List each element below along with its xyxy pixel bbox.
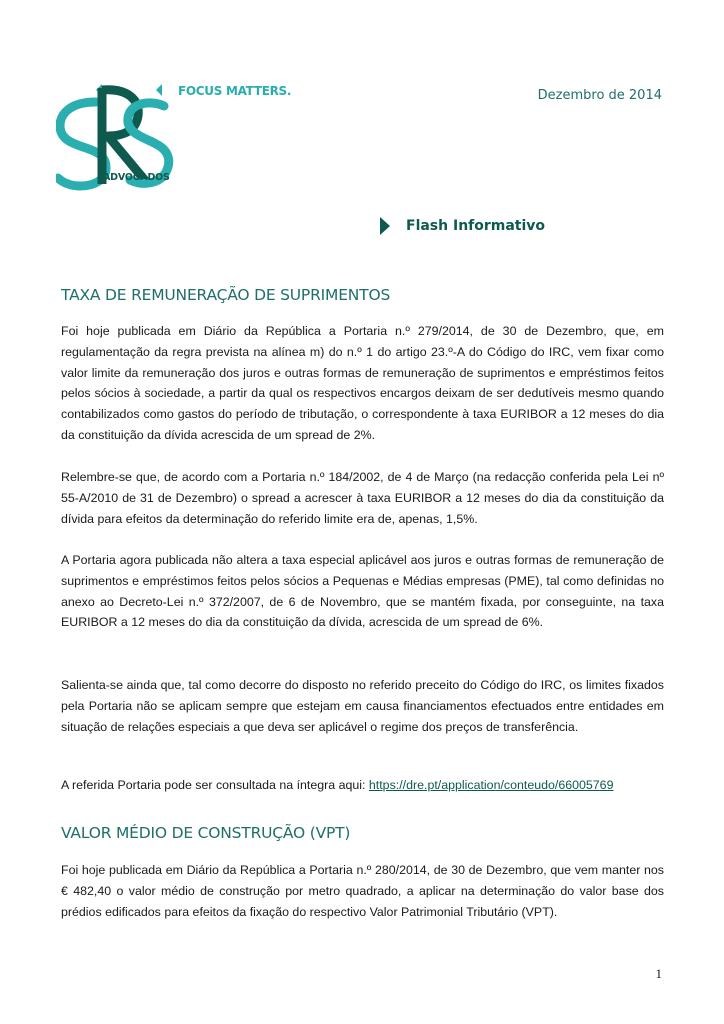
logo-firm-name: ADVOGADOS — [103, 172, 170, 183]
document-date: Dezembro de 2014 — [537, 88, 662, 103]
section-heading-vpt: VALOR MÉDIO DE CONSTRUÇÃO (VPT) — [61, 824, 351, 842]
paragraph-5: Foi hoje publicada em Diário da República a Portaria n.º 280/2014, de 30 de Dezembro, que vem manter nos € 482,40 o valor médio de construção por metro quadrado, a aplicar na determinação do valor base dos prédios edificados para efeitos da fixação do respectivo Valor Patrimonial Tributário (VPT). — [61, 863, 664, 919]
flash-header — [380, 217, 545, 235]
section-heading-suprimentos: TAXA DE REMUNERAÇÃO DE SUPRIMENTOS — [61, 286, 391, 304]
logo-tagline: FOCUS MATTERS. — [178, 84, 292, 98]
flash-title: Flash Informativo — [406, 218, 546, 234]
portaria-link-line — [61, 775, 664, 796]
paragraph-4: Salienta-se ainda que, tal como decorre do disposto no referido preceito do Código do IRC, os limites fixados pela Portaria não se aplicam sempre que estejam em causa financiamentos efectuados entre entidades em situação de relações especiais a que deva ser aplicável o regime dos preços de transferência. — [61, 678, 664, 734]
link-intro-text: A referida Portaria pode ser consultada na íntegra aqui: — [61, 778, 369, 792]
paragraph-3: A Portaria agora publicada não altera a taxa especial aplicável aos juros e outras formas de remuneração de suprimentos e empréstimos feitos pelos sócios a Pequenas e Médias empresas (PME), tal como definidas no anexo ao Decreto-Lei n.º 372/2007, de 6 de Novembro, que se mantém fixada, por conseguinte, na taxa EURIBOR a 12 meses do dia da constituição da dívida, acrescida de um spread de 6%. — [61, 553, 664, 630]
portaria-link[interactable]: https://dre.pt/application/conteudo/66005769 — [368, 778, 614, 792]
paragraph-1: Foi hoje publicada em Diário da República a Portaria n.º 279/2014, de 30 de Dezembro, que, em regulamentação da regra prevista na alínea m) do n.º 1 do artigo 23.º-A do Código do IRC, vem fixar como valor limite da remuneração dos juros e outras formas de remuneração de suprimentos e empréstimos feitos pelos sócios à sociedade, a partir da qual os respectivos encargos deixam de ser dedutíveis mesmo quando contabilizados como gastos do período de tributação, o correspondente à taxa EURIBOR a 12 meses do dia da constituição da dívida acrescida de um spread de 2%. — [61, 324, 664, 442]
page-number: 1 — [655, 966, 662, 981]
chevron-marker-icon — [380, 217, 390, 235]
paragraph-2: Relembre-se que, de acordo com a Portaria n.º 184/2002, de 4 de Março (na redacção conferida pela Lei nº 55-A/2010 de 31 de Dezembro) o spread a acrescer à taxa EURIBOR a 12 meses do dia da constituição da dívida para efeitos da determinação do referido limite era de, apenas, 1,5%. — [61, 470, 664, 526]
